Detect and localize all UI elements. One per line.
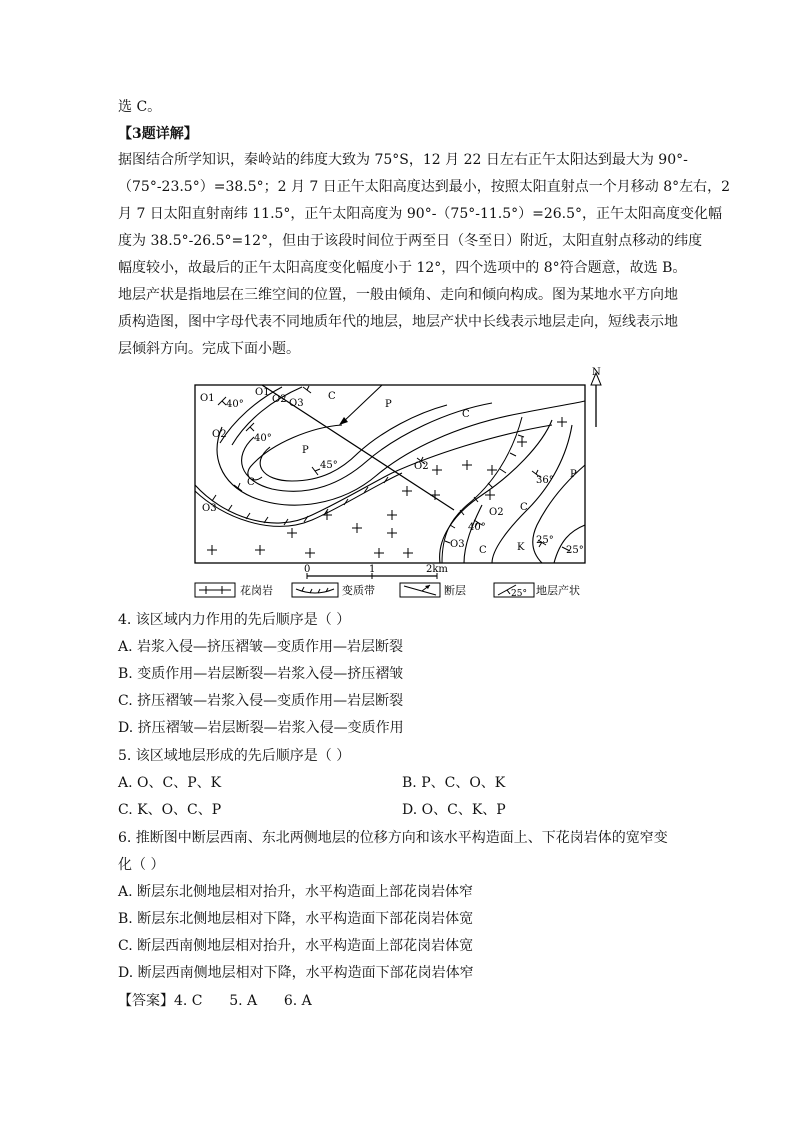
stratum-label: C: [479, 545, 487, 556]
question-4-option-d: D. 挤压褶皱—岩层断裂—岩浆入侵—变质作用: [118, 720, 404, 736]
stratum-label: O1: [200, 393, 215, 404]
stratum-label: O3: [202, 503, 217, 514]
stratum-label: O3: [450, 539, 465, 550]
question-6-option-b: B. 断层东北侧地层相对下降，水平构造面下部花岗岩体宽: [118, 911, 474, 927]
stratum-label: O3: [289, 398, 304, 409]
stratum-label: O2: [272, 394, 287, 405]
stratum-label: C: [247, 477, 255, 488]
text-line: 据图结合所学知识，秦岭站的纬度大致为 75°S，12 月 22 日左右正午太阳达到最大为 90°-: [118, 152, 688, 168]
question-6-option-c: C. 断层西南侧地层相对抬升，水平构造面上部花岗岩体宽: [118, 938, 474, 954]
question-5-option-c: C. K、O、C、P: [118, 802, 222, 818]
stratum-label: P: [570, 469, 577, 480]
question-6-stem: 6. 推断图中断层西南、东北两侧地层的位移方向和该水平构造面上、下花岗岩体的宽窄变: [118, 830, 668, 846]
geologic-map-figure: [192, 365, 622, 605]
section-heading: 【3题详解】: [118, 126, 198, 142]
question-5-stem: 5. 该区域地层形成的先后顺序是（ ）: [118, 748, 351, 764]
dip-angle-label: 40°: [226, 399, 244, 410]
stratum-boundaries: [195, 387, 585, 563]
map-legend: [195, 583, 580, 599]
legend-fault-label: 断层: [444, 584, 466, 597]
stratum-label: O2: [212, 429, 227, 440]
text-line: 层倾斜方向。完成下面小题。: [118, 341, 300, 357]
legend-granite-label: 花岗岩: [240, 584, 273, 597]
dip-angle-label: 25°: [536, 535, 554, 546]
dip-angle-label: 25°: [566, 545, 584, 556]
question-5-option-a: A. O、C、P、K: [118, 775, 222, 791]
text-line: （75°-23.5°）=38.5°；2 月 7 日正午太阳高度达到最小，按照太阳直射点一个月移动 8°左右，2: [118, 179, 731, 195]
stratum-label: O2: [489, 507, 504, 518]
question-4-stem: 4. 该区域内力作用的先后顺序是（ ）: [118, 612, 351, 628]
stratum-label: C: [462, 409, 470, 420]
stratum-label: K: [517, 542, 525, 553]
dip-angle-label: 45°: [320, 460, 338, 471]
question-6-option-a: A. 断层东北侧地层相对抬升，水平构造面上部花岗岩体窄: [118, 884, 474, 900]
scale-label-2: 2km: [426, 564, 448, 575]
question-4-option-b: B. 变质作用—岩层断裂—岩浆入侵—挤压褶皱: [118, 666, 404, 682]
stratum-label: P: [385, 399, 392, 410]
dip-angle-label: 40°: [468, 522, 486, 533]
text-line: 月 7 日太阳直射南纬 11.5°，正午太阳高度为 90°-（75°-11.5°）=26.5°，正午太阳高度变化幅: [118, 206, 723, 222]
text-line: 选 C。: [118, 99, 162, 115]
question-6-option-d: D. 断层西南侧地层相对下降，水平构造面下部花岗岩体窄: [118, 965, 474, 981]
north-arrow-icon: [591, 373, 601, 427]
question-5-option-b: B. P、C、O、K: [402, 775, 506, 791]
question-4-option-a: A. 岩浆入侵—挤压褶皱—变质作用—岩层断裂: [118, 639, 404, 655]
answer-line: 【答案】4. C 5. A 6. A: [118, 993, 312, 1009]
question-5-option-d: D. O、C、K、P: [402, 802, 506, 818]
legend-attitude-angle: 25°: [511, 589, 527, 599]
stratum-label: O1: [255, 387, 270, 398]
legend-attitude-label: 地层产状: [536, 584, 580, 597]
north-label: N: [592, 367, 601, 378]
scale-bar: [304, 564, 448, 579]
question-6-stem-cont: 化（ ）: [118, 857, 165, 873]
text-line: 地层产状是指地层在三维空间的位置，一般由倾角、走向和倾向构成。图为某地水平方向地: [118, 287, 678, 303]
legend-metamorphic-label: 变质带: [342, 584, 375, 597]
dip-angle-label: 40°: [254, 433, 272, 444]
question-4-option-c: C. 挤压褶皱—岩浆入侵—变质作用—岩层断裂: [118, 693, 404, 709]
scale-label-1: 1: [369, 564, 376, 575]
scale-label-0: 0: [304, 564, 311, 575]
geologic-map: [192, 365, 622, 605]
text-line: 幅度较小，故最后的正午太阳高度变化幅度小于 12°，四个选项中的 8°符合题意，故选 B。: [118, 260, 687, 276]
stratum-label: O2: [414, 461, 429, 472]
text-line: 度为 38.5°-26.5°=12°，但由于该段时间位于两至日（冬至日）附近，太阳直射点移动的纬度: [118, 233, 703, 249]
stratum-label: P: [302, 445, 309, 456]
stratum-label: C: [328, 391, 336, 402]
dip-angle-label: 36°: [536, 475, 554, 486]
text-line: 质构造图，图中字母代表不同地质年代的地层，地层产状中长线表示地层走向，短线表示地: [118, 314, 678, 330]
stratum-label: C: [520, 502, 528, 513]
